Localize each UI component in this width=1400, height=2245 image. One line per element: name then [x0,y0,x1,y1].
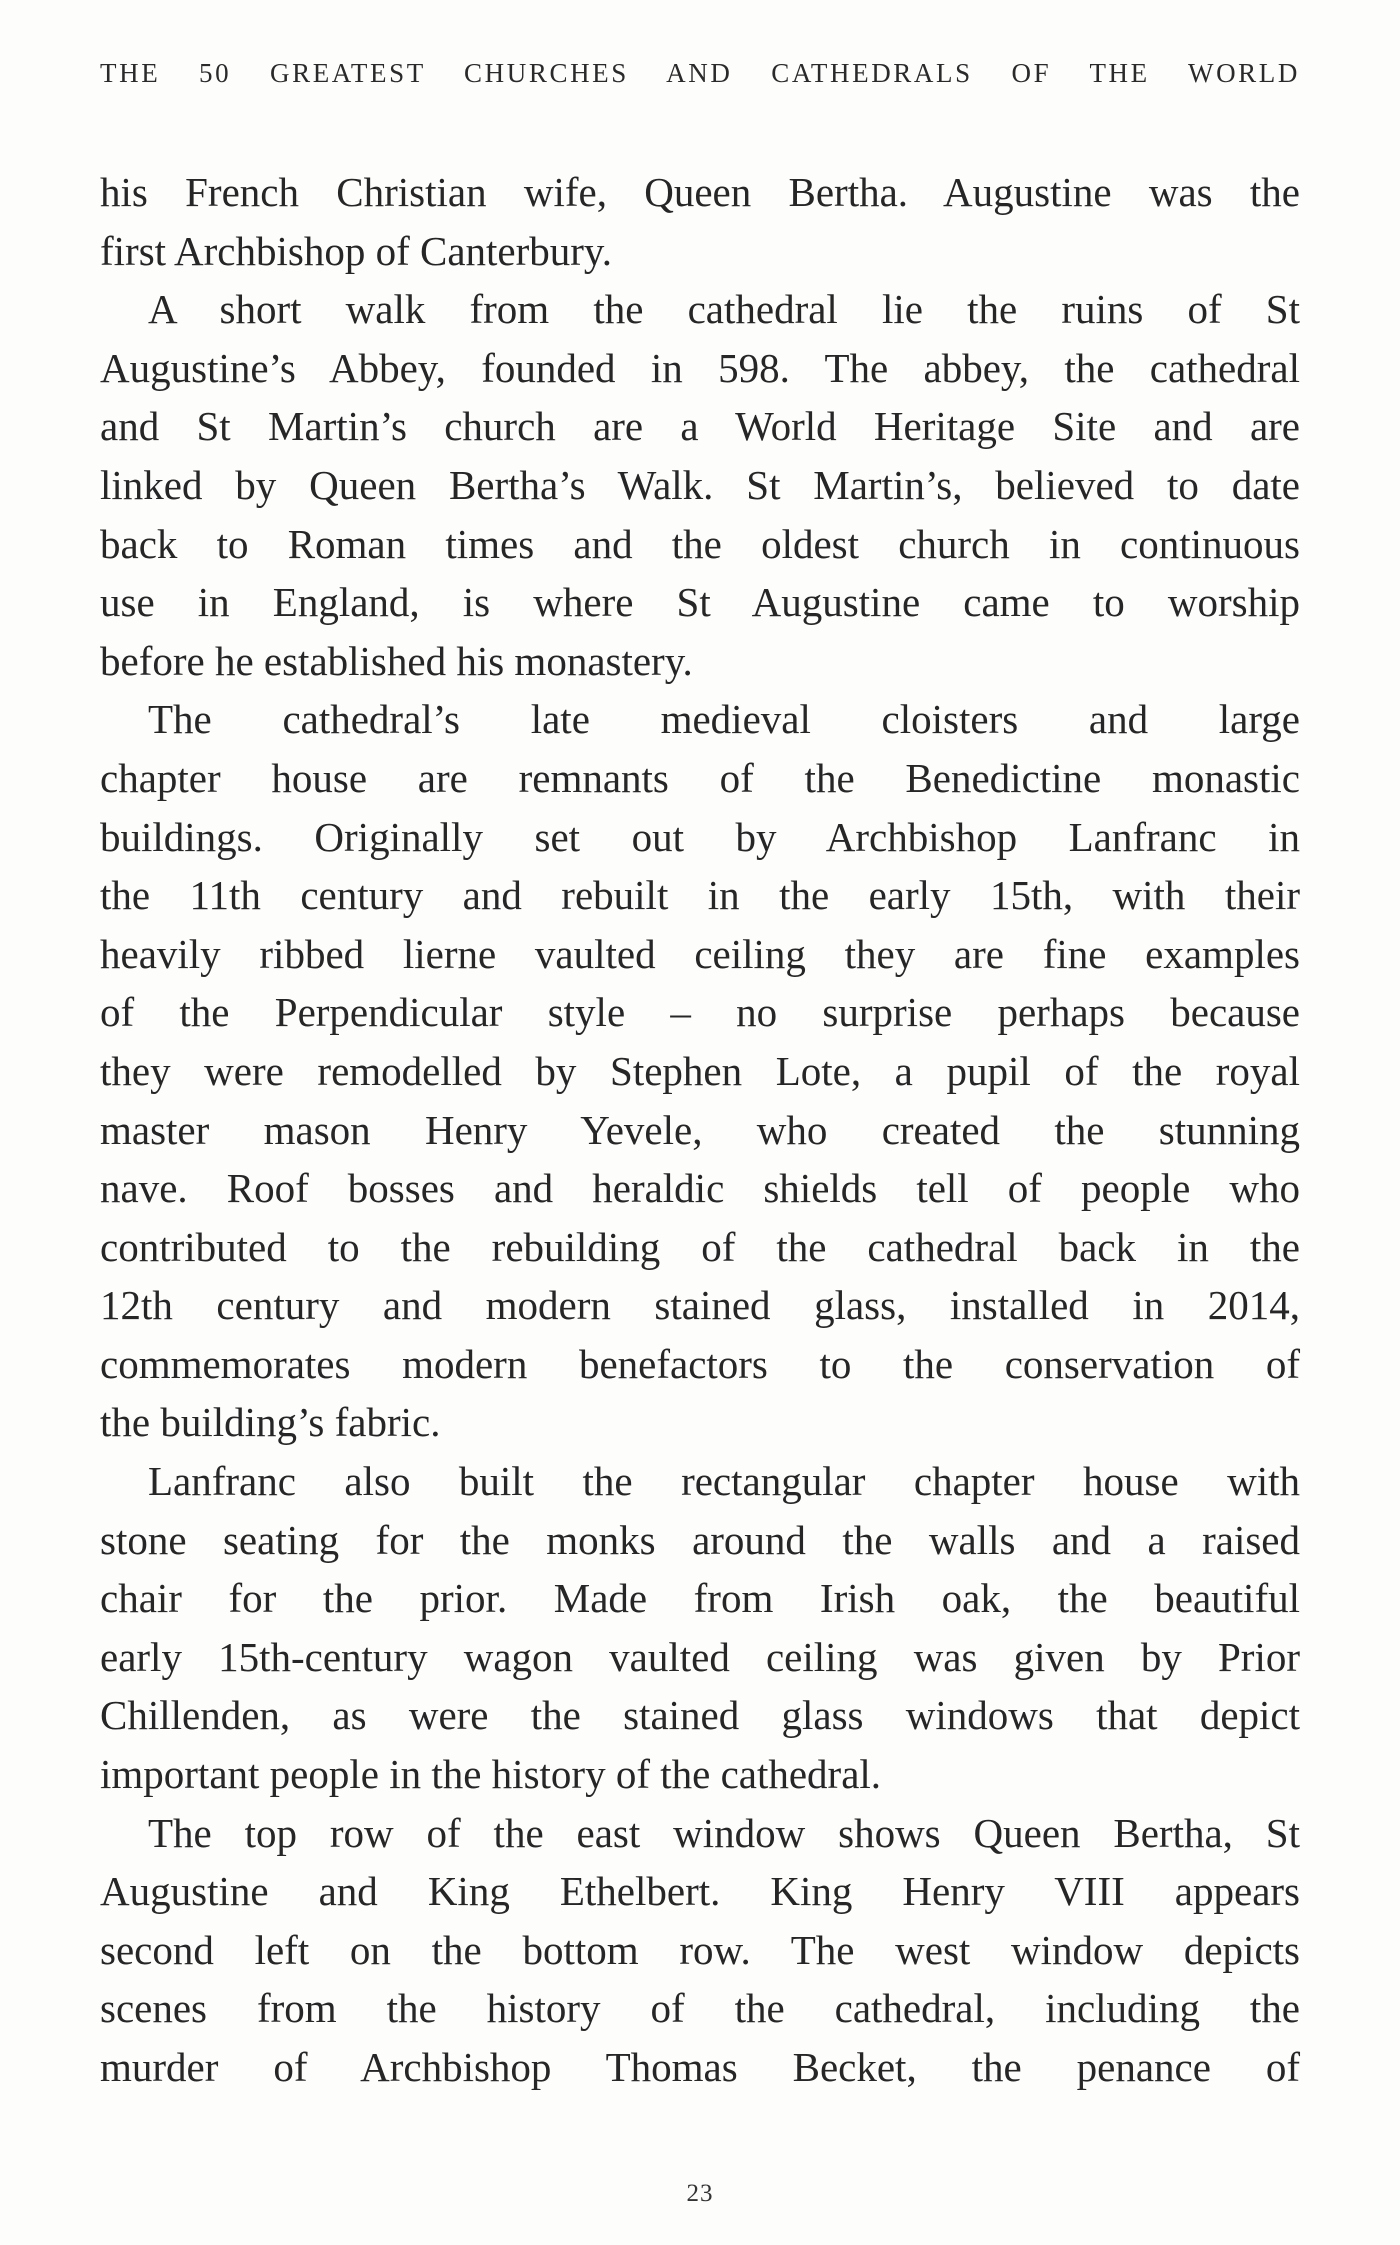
text-line: they were remodelled by Stephen Lote, a pupil of the royal [100,1047,1300,1094]
text-line: buildings. Originally set out by Archbishop Lanfranc in [100,813,1300,860]
text-line: Augustine and King Ethelbert. King Henry VIII appears [100,1868,1300,1915]
text-line: chair for the prior. Made from Irish oak, the beautiful [100,1575,1300,1622]
text-line: back to Roman times and the oldest church in continuous [100,520,1300,567]
body-text [100,163,1300,2097]
text-line: early 15th-century wagon vaulted ceiling was given by Prior [100,1633,1300,1680]
text-line: first Archbishop of Canterbury. [100,227,613,274]
text-line: commemorates modern benefactors to the conservation of [100,1340,1300,1387]
text-line: Augustine’s Abbey, founded in 598. The abbey, the cathedral [100,344,1300,391]
text-line: his French Christian wife, Queen Bertha. Augustine was the [100,169,1300,215]
text-line: murder of Archbishop Thomas Becket, the penance of [100,2044,1300,2090]
text-line: Lanfranc also built the rectangular chapter house with [148,1458,1300,1505]
text-line: contributed to the rebuilding of the cathedral back in the [100,1223,1300,1270]
text-line: before he established his monastery. [100,637,693,684]
text-line: second left on the bottom row. The west window depicts [100,1926,1300,1973]
text-line: The cathedral’s late medieval cloisters and large [148,696,1300,743]
page-number: 23 [686,2180,714,2207]
text-line: nave. Roof bosses and heraldic shields tell of people who [100,1165,1300,1212]
text-line: linked by Queen Bertha’s Walk. St Martin’s, believed to date [100,461,1300,508]
text-line: heavily ribbed lierne vaulted ceiling they are fine examples [100,930,1300,977]
text-line: chapter house are remnants of the Benedictine monastic [100,754,1300,801]
text-line: of the Perpendicular style – no surprise perhaps because [100,989,1300,1036]
running-head: THE 50 GREATEST CHURCHES AND CATHEDRALS OF THE WORLD [100,58,1300,88]
text-line: Chillenden, as were the stained glass windows that depict [100,1692,1300,1739]
text-line: the 11th century and rebuilt in the early 15th, with their [100,872,1300,919]
text-line: master mason Henry Yevele, who created the stunning [100,1106,1300,1153]
text-line: The top row of the east window shows Queen Bertha, St [148,1809,1300,1856]
text-line: scenes from the history of the cathedral, including the [100,1985,1300,2032]
text-line: the building’s fabric. [100,1399,441,1446]
text-line: 12th century and modern stained glass, installed in 2014, [100,1282,1300,1329]
text-line: use in England, is where St Augustine came to worship [100,579,1300,626]
text-line: stone seating for the monks around the walls and a raised [100,1516,1300,1563]
text-line: and St Martin’s church are a World Heritage Site and are [100,403,1300,450]
text-line: A short walk from the cathedral lie the ruins of St [148,286,1300,333]
text-line: important people in the history of the cathedral. [100,1751,882,1798]
